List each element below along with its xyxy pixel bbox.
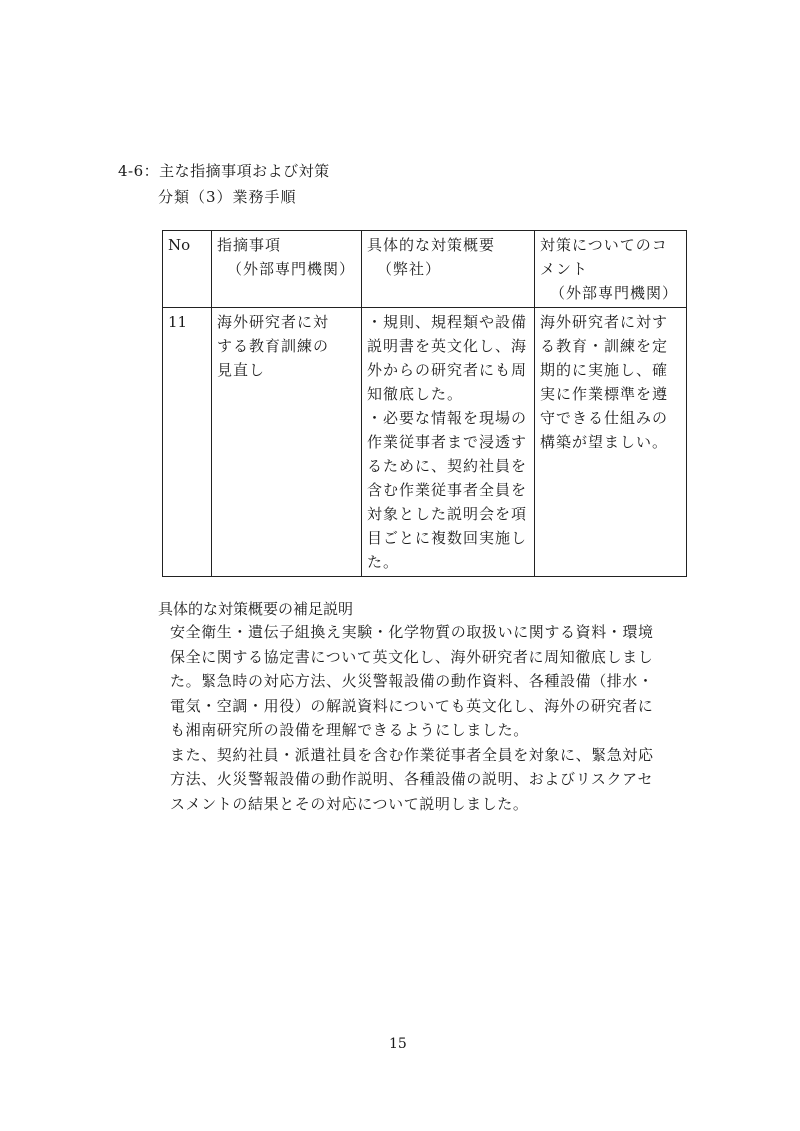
supplement-title: 具体的な対策概要の補足説明 [158,600,354,618]
table-row [163,308,687,577]
header-measure-label: 具体的な対策概要 [367,236,496,254]
header-comment-sublabel: （外部専門機関） [550,284,679,302]
header-no [163,231,212,308]
row-item [212,308,362,577]
row-no [163,308,212,577]
section-subheading: 分類（3）業務手順 [158,188,297,206]
header-item [212,231,362,308]
row-comment-text: 海外研究者に対す る教育・訓練を定 期的に実施し、確 実に作業標準を遵 守できる仕組みの 構築が望ましい。 [540,313,669,451]
findings-table [162,230,687,577]
row-measure [362,308,535,577]
header-comment [535,231,687,308]
header-measure [362,231,535,308]
section-heading: 4-6：主な指摘事項および対策 [118,162,330,180]
row-item-text: 海外研究者に対 する教育訓練の 見直し [217,313,330,379]
header-measure-sublabel: （弊社） [377,260,442,278]
row-measure-text: ・規則、規程類や設備 説明書を英文化し、海 外からの研究者にも周 知徹底した。 ・必要な情報を現場の 作業従事者まで浸透す るために、契約社員を 含む作業従事者全員を 対象とした説明会を項 目ごとに複数回実施し た。 [367,313,528,571]
table-header-row [163,231,687,308]
row-no-value: 11 [168,313,188,331]
row-comment [535,308,687,577]
supplement-body: 安全衛生・遺伝子組換え実験・化学物質の取扱いに関する資料・環境 保全に関する協定書について英文化し、海外研究者に周知徹底しまし た。緊急時の対応方法、火災警報設備の動作資料、各種設備（排水・ 電気・空調・用役）の解説資料についても英文化し、海外の研究者に も湘南研究所の設備を理解できるようにしました。 また、契約社員・派遣社員を含む作業従事者全員を対象に、緊急対応 方法、火災警報設備の動作説明、各種設備の説明、およびリスクアセ スメントの結果とその対応について説明しました。 [170,623,654,813]
header-no-label: No [168,236,191,254]
page-number: 15 [389,1036,407,1052]
header-item-sublabel: （外部専門機関） [227,260,356,278]
header-item-label: 指摘事項 [217,236,282,254]
header-comment-label: 対策についてのコ メント [540,236,668,278]
